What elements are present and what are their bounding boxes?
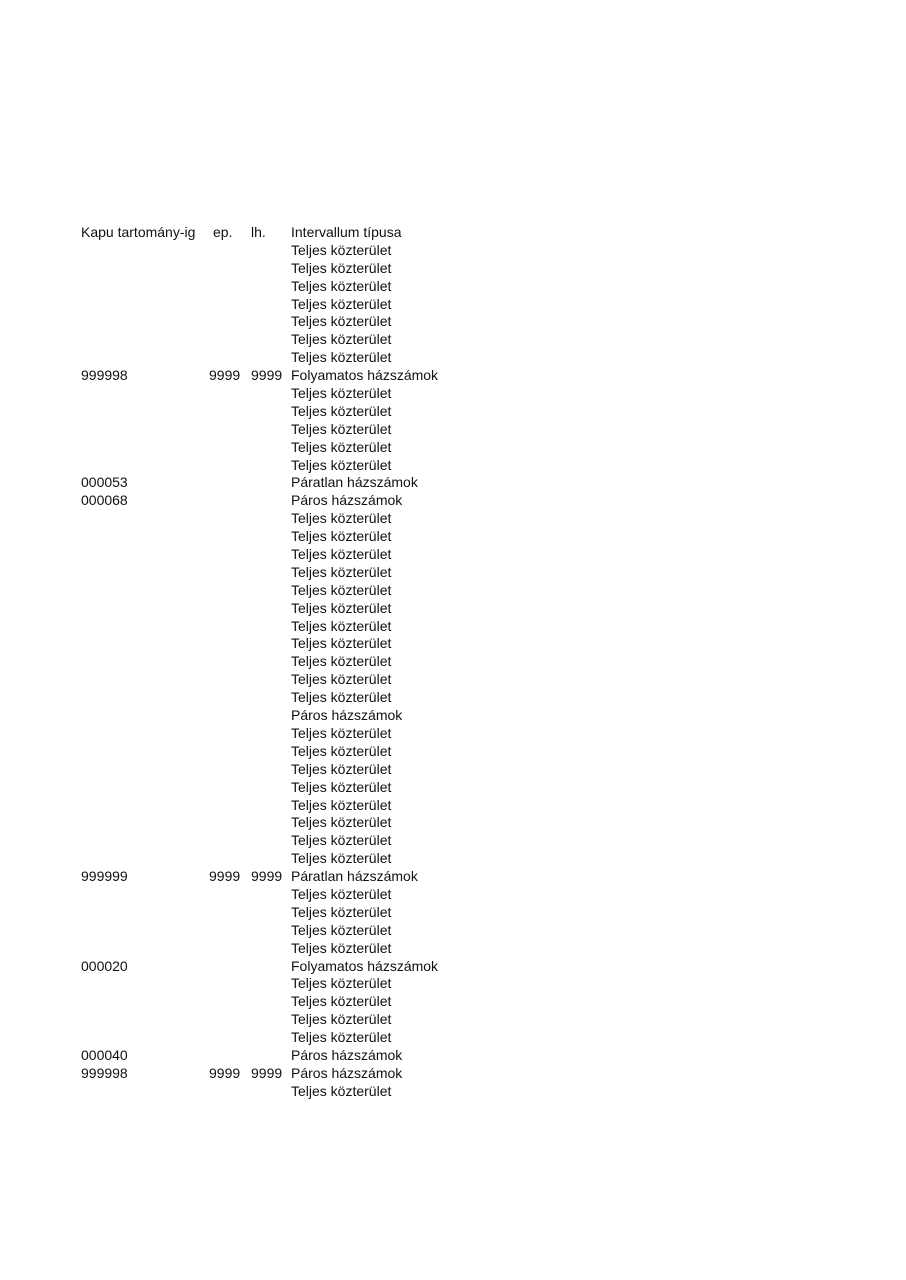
tipus-cell: Teljes közterület [291, 796, 392, 813]
tipus-cell: Teljes közterület [291, 1082, 392, 1099]
table-row [81, 653, 501, 671]
tipus-cell: Teljes közterület [291, 277, 392, 294]
table-row [81, 582, 501, 600]
tipus-cell: Teljes közterület [291, 939, 392, 956]
tipus-cell: Teljes közterület [291, 581, 392, 598]
table-row [81, 797, 501, 815]
tipus-cell: Teljes közterület [291, 975, 392, 992]
kapu-cell: 999998 [81, 1064, 128, 1081]
table-row [81, 761, 501, 779]
tipus-cell: Folyamatos házszámok [291, 367, 439, 384]
tipus-cell: Teljes közterület [291, 438, 392, 455]
table-header [81, 224, 501, 242]
table-row [81, 671, 501, 689]
table-row [81, 904, 501, 922]
tipus-cell: Teljes közterület [291, 689, 392, 706]
tipus-cell: Teljes közterület [291, 993, 392, 1010]
table-row [81, 850, 501, 868]
table-row [81, 349, 501, 367]
tipus-cell: Páros házszámok [291, 1046, 403, 1063]
table-row [81, 403, 501, 421]
table-row [81, 725, 501, 743]
kapu-cell: 999998 [81, 367, 128, 384]
table-body [81, 242, 501, 1101]
header-tipus: Intervallum típusa [291, 224, 402, 240]
header-kapu: Kapu tartomány-ig [81, 224, 196, 240]
tipus-cell: Teljes közterület [291, 313, 392, 330]
table-row [81, 457, 501, 475]
table-row [81, 1083, 501, 1101]
tipus-cell: Teljes közterület [291, 546, 392, 563]
tipus-cell: Teljes közterület [291, 1011, 392, 1028]
tipus-cell: Teljes közterület [291, 903, 392, 920]
table-row [81, 689, 501, 707]
kapu-cell: 999999 [81, 868, 128, 885]
table-row [81, 421, 501, 439]
tipus-cell: Teljes közterület [291, 850, 392, 867]
tipus-cell: Páros házszámok [291, 707, 403, 724]
table-row [81, 331, 501, 349]
tipus-cell: Páros házszámok [291, 492, 403, 509]
table-row [81, 958, 501, 976]
tipus-cell: Teljes közterület [291, 778, 392, 795]
tipus-cell: Teljes közterület [291, 724, 392, 741]
tipus-cell: Teljes közterület [291, 402, 392, 419]
tipus-cell: Páratlan házszámok [291, 868, 418, 885]
tipus-cell: Páratlan házszámok [291, 474, 418, 491]
table-row [81, 743, 501, 761]
tipus-cell: Teljes közterület [291, 635, 392, 652]
ep-cell: 9999 [209, 367, 241, 384]
table-row [81, 1047, 501, 1065]
tipus-cell: Teljes közterület [291, 760, 392, 777]
table-row [81, 635, 501, 653]
table-row [81, 707, 501, 725]
table-row [81, 832, 501, 850]
table-row [81, 940, 501, 958]
table-row [81, 868, 501, 886]
table-row [81, 260, 501, 278]
tipus-cell: Teljes közterület [291, 456, 392, 473]
tipus-cell: Teljes közterület [291, 563, 392, 580]
table-row [81, 528, 501, 546]
tipus-cell: Teljes közterület [291, 528, 392, 545]
kapu-cell: 000068 [81, 492, 128, 509]
table-row [81, 474, 501, 492]
ep-cell: 9999 [209, 1064, 241, 1081]
table-row [81, 546, 501, 564]
table-row [81, 618, 501, 636]
table-row [81, 600, 501, 618]
tipus-cell: Páros házszámok [291, 1064, 403, 1081]
tipus-cell: Teljes közterület [291, 241, 392, 258]
tipus-cell: Teljes közterület [291, 420, 392, 437]
ep-cell: 9999 [209, 868, 241, 885]
table-row [81, 886, 501, 904]
table-row [81, 367, 501, 385]
table-row [81, 278, 501, 296]
table-row [81, 492, 501, 510]
tipus-cell: Teljes közterület [291, 510, 392, 527]
lh-cell: 9999 [251, 1064, 283, 1081]
table-row [81, 242, 501, 260]
table-row [81, 1011, 501, 1029]
tipus-cell: Teljes közterület [291, 814, 392, 831]
tipus-cell: Teljes közterület [291, 832, 392, 849]
table-row [81, 385, 501, 403]
lh-cell: 9999 [251, 367, 283, 384]
table-row [81, 1029, 501, 1047]
table-row [81, 564, 501, 582]
tipus-cell: Teljes közterület [291, 1029, 392, 1046]
table-row [81, 510, 501, 528]
lh-cell: 9999 [251, 868, 283, 885]
kapu-cell: 000020 [81, 957, 128, 974]
tipus-cell: Teljes közterület [291, 331, 392, 348]
tipus-cell: Teljes közterület [291, 671, 392, 688]
tipus-cell: Teljes közterület [291, 617, 392, 634]
tipus-cell: Teljes közterület [291, 885, 392, 902]
tipus-cell: Teljes közterület [291, 349, 392, 366]
header-ep: ep. [213, 224, 233, 240]
header-lh: lh. [251, 224, 266, 240]
table-row [81, 922, 501, 940]
tipus-cell: Teljes közterület [291, 295, 392, 312]
kapu-cell: 000040 [81, 1046, 128, 1063]
tipus-cell: Teljes közterület [291, 653, 392, 670]
table-row [81, 439, 501, 457]
tipus-cell: Folyamatos házszámok [291, 957, 439, 974]
table-row [81, 296, 501, 314]
table-row [81, 814, 501, 832]
kapu-cell: 000053 [81, 474, 128, 491]
tipus-cell: Teljes közterület [291, 259, 392, 276]
tipus-cell: Teljes közterület [291, 385, 392, 402]
table-row [81, 779, 501, 797]
tipus-cell: Teljes közterület [291, 599, 392, 616]
table-row [81, 993, 501, 1011]
table-row [81, 313, 501, 331]
table-row [81, 975, 501, 993]
tipus-cell: Teljes közterület [291, 921, 392, 938]
interval-table [81, 224, 501, 1101]
table-row [81, 1065, 501, 1083]
tipus-cell: Teljes közterület [291, 742, 392, 759]
